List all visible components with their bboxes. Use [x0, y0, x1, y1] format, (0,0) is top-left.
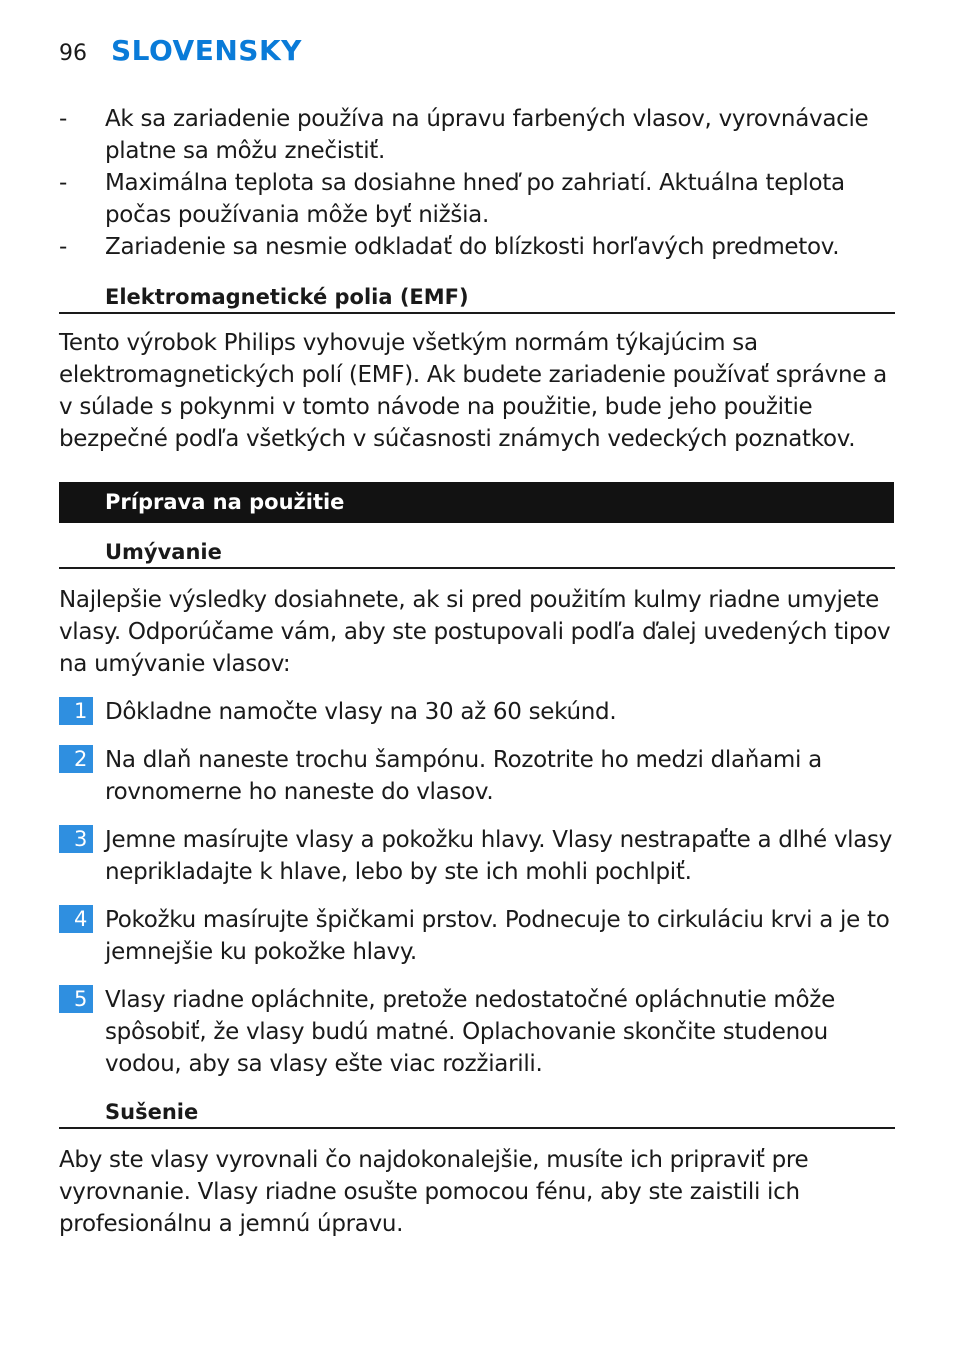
step-item	[59, 744, 895, 808]
language-title: SLOVENSKY	[111, 34, 302, 67]
emf-paragraph: Tento výrobok Philips vyhovuje všetkým normám týkajúcim sa elektromagnetických polí (EMF). Ak budete zariadenie používať správne a v súlade s pokynmi v tomto návode na použitie, bude jeho použitie bezpečné podľa všetkých v súčasnosti známych vedeckých poznatkov.	[59, 330, 887, 452]
step-text: Jemne masírujte vlasy a pokožku hlavy. Vlasy nestrapaťte a dlhé vlasy neprikladajte k hlave, lebo by ste ich mohli pochlpiť.	[105, 827, 893, 885]
step-number-badge: 2	[59, 745, 93, 773]
bullet-dash: -	[59, 170, 67, 196]
step-text: Pokožku masírujte špičkami prstov. Podnecuje to cirkuláciu krvi a je to jemnejšie ku pokožke hlavy.	[105, 907, 890, 965]
step-number-badge: 4	[59, 905, 93, 933]
step-item	[59, 984, 895, 1080]
step-number-badge: 5	[59, 985, 93, 1013]
step-item	[59, 904, 895, 968]
step-text: Dôkladne namočte vlasy na 30 až 60 sekúnd.	[105, 699, 617, 725]
drying-heading: Sušenie	[59, 1097, 895, 1129]
list-item	[59, 167, 895, 231]
step-item	[59, 824, 895, 888]
list-item-text: Zariadenie sa nesmie odkladať do blízkosti horľavých predmetov.	[105, 234, 840, 260]
bullet-dash: -	[59, 106, 67, 132]
emf-heading: Elektromagnetické polia (EMF)	[59, 282, 895, 314]
step-text: Vlasy riadne opláchnite, pretože nedostatočné opláchnutie môže spôsobiť, že vlasy budú matné. Oplachovanie skončite studenou vodou, aby sa vlasy ešte viac rozžiarili.	[105, 987, 835, 1077]
section-bar-preparation: Príprava na použitie	[59, 482, 894, 523]
bullet-dash: -	[59, 234, 67, 260]
page-number: 96	[59, 41, 87, 66]
warning-list	[59, 103, 895, 263]
list-item	[59, 231, 895, 263]
step-text: Na dlaň naneste trochu šampónu. Rozotrite ho medzi dlaňami a rovnomerne ho naneste do vlasov.	[105, 747, 822, 805]
page-header	[59, 34, 302, 74]
washing-intro: Najlepšie výsledky dosiahnete, ak si pred použitím kulmy riadne umyjete vlasy. Odporúčame vám, aby ste postupovali podľa ďalej uvedených tipov na umývanie vlasov:	[59, 587, 891, 677]
step-item	[59, 696, 895, 728]
list-item-text: Maximálna teplota sa dosiahne hneď po zahriatí. Aktuálna teplota počas používania môže byť nižšia.	[105, 170, 845, 228]
step-number-badge: 3	[59, 825, 93, 853]
list-item-text: Ak sa zariadenie používa na úpravu farbených vlasov, vyrovnávacie platne sa môžu znečistiť.	[105, 106, 869, 164]
list-item	[59, 103, 895, 167]
step-number-badge: 1	[59, 697, 93, 725]
washing-heading: Umývanie	[59, 537, 895, 569]
drying-paragraph: Aby ste vlasy vyrovnali čo najdokonalejšie, musíte ich pripraviť pre vyrovnanie. Vlasy riadne osušte pomocou fénu, aby ste zaistili ich profesionálnu a jemnú úpravu.	[59, 1147, 809, 1237]
